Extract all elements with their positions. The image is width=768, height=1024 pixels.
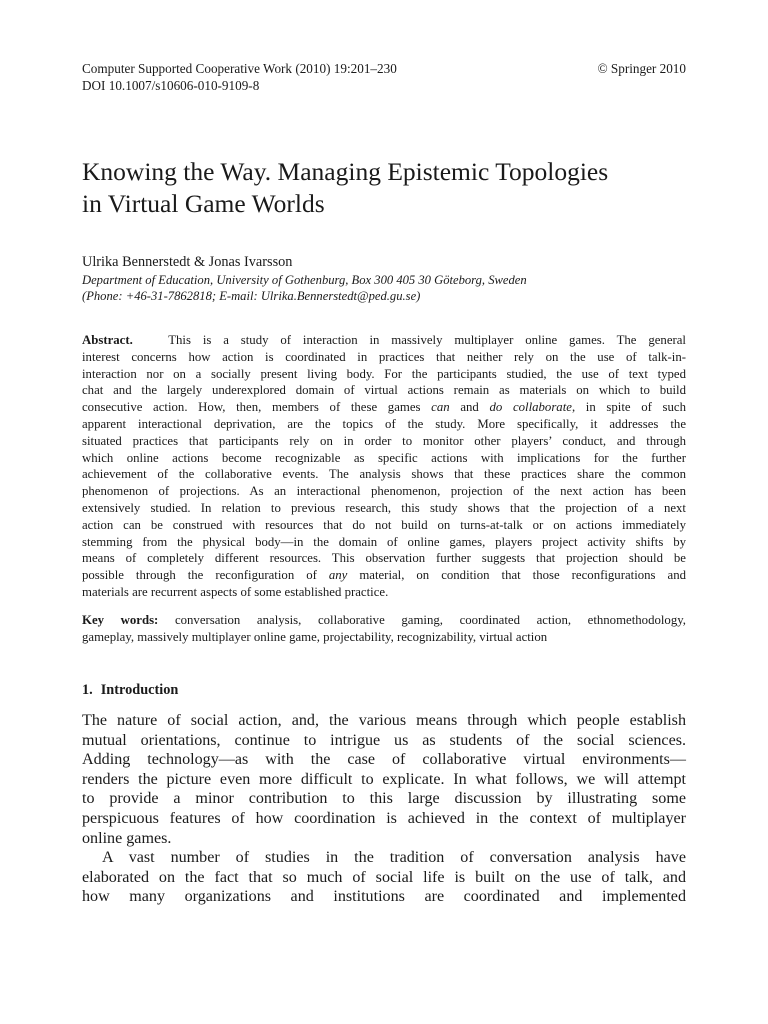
abstract-line: materials are recurrent aspects of some established practice. [82,584,389,599]
journal-line: Computer Supported Cooperative Work (2010) 19:201–230 [82,61,397,76]
body-line: A vast number of studies in the tradition of conversation analysis have [102,849,686,867]
abstract-line: which online actions become recognizable as specific actions with implications for the further [82,450,686,465]
abstract-line: means of completely different resources. This observation further suggests that projection should be [82,551,686,566]
abstract-line: extensively studied. In relation to previous research, this study shows that the projection of a next [82,500,686,515]
abstract-line: chat and the largely underexplored domain of virtual actions remain as materials on which to build [82,383,686,398]
affiliation [82,272,527,304]
abstract-line: situated practices that participants rely on in order to monitor other players’ conduct, and through [82,433,686,448]
section-title: Introduction [100,682,179,698]
emphasis-do-collaborate: do collaborate [489,400,572,415]
body-line: online games. [82,829,172,847]
abstract-line: Abstract. This is a study of interaction in massively multiplayer online games. The general [82,333,686,347]
abstract-line: possible through the reconfiguration of any material, on condition that those reconfigurations and [82,568,686,583]
journal-citation [82,60,397,94]
abstract-line: achievement of the collaborative events. The analysis shows that these practices share the common [82,467,686,482]
abstract-line: phenomenon of projections. As an interactional phenomenon, projection of the next action has been [82,484,686,499]
emphasis-any: any [328,568,348,583]
contact-line: (Phone: +46-31-7862818; E-mail: Ulrika.Bennerstedt@ped.gu.se) [82,289,421,303]
keywords-label: Key words: [82,613,159,627]
body-line: to provide a minor contribution to this large discussion by illustrating some [82,790,686,808]
keywords-line: Key words: conversation analysis, collaborative gaming, coordinated action, ethnomethodology, [82,613,686,627]
body-line: The nature of social action, and, the various means through which people establish [82,712,686,729]
doi-line: DOI 10.1007/s10606-010-9109-8 [82,78,260,93]
abstract [82,332,686,601]
section-number: 1. [82,682,93,698]
body-line: elaborated on the fact that so much of social life is built on the use of talk, and [82,868,686,886]
abstract-line: stemming from the physical body—in the domain of online games, players project activity shifts by [82,534,686,549]
body-line: mutual orientations, continue to intrigue us as students of the social sciences. [82,731,686,749]
paper-title [82,156,686,220]
title-line: in Virtual Game Worlds [82,189,325,218]
abstract-line: interaction nor on a socially present living body. For the participants studied, the use of text typed [82,366,686,381]
keywords-line: gameplay, massively multiplayer online game, projectability, recognizability, virtual action [82,630,548,645]
section-heading [82,681,178,699]
body-text [82,711,686,907]
keywords [82,612,686,647]
abstract-line: consecutive action. How, then, members of these games can and do collaborate, in spite of such [82,400,687,415]
abstract-label: Abstract. [82,333,133,347]
abstract-line: action can be construed with resources that do not build on turns-at-talk or on actions immediately [82,517,686,532]
affiliation-line: Department of Education, University of Gothenburg, Box 300 405 30 Göteborg, Sweden [82,273,527,287]
abstract-line: apparent interactional deprivation, are the topics of the study. More specifically, it addresses the [82,416,686,431]
abstract-line: interest concerns how action is coordinated in practices that neither rely on the use of talk-in- [82,349,686,364]
body-line: how many organizations and institutions are coordinated and implemented [82,888,686,906]
body-line: perspicuous features of how coordination is achieved in the context of multiplayer [82,809,686,827]
author-list: Ulrika Bennerstedt & Jonas Ivarsson [82,254,293,270]
copyright-line: © Springer 2010 [597,61,686,76]
title-line: Knowing the Way. Managing Epistemic Topologies [82,157,609,186]
body-line: renders the picture even more difficult to explicate. In what follows, we will attempt [82,770,686,788]
body-line: Adding technology—as with the case of collaborative virtual environments— [82,751,686,769]
emphasis-can: can [431,400,450,415]
